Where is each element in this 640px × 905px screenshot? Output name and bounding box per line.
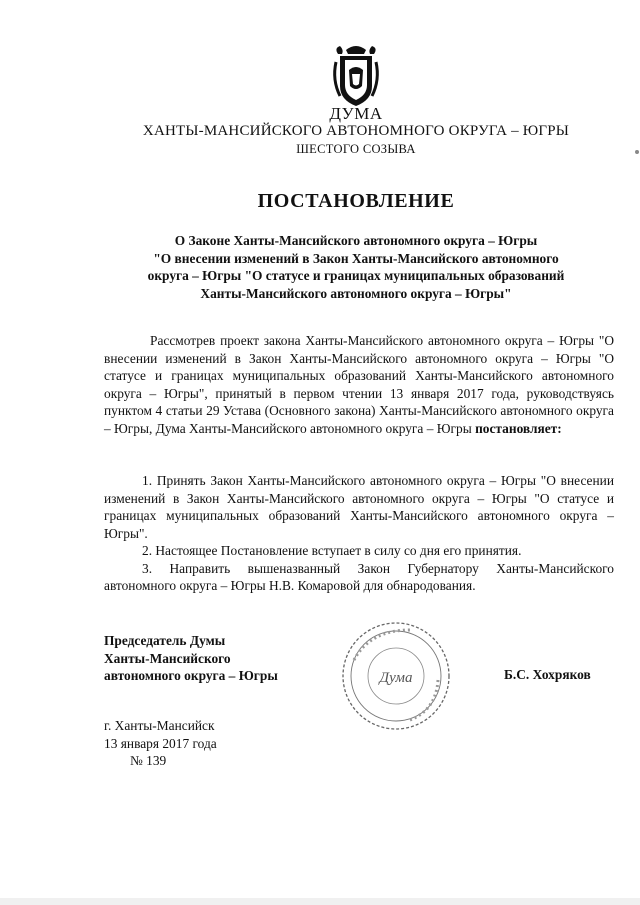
stamp-text: Дума	[379, 670, 413, 686]
subject-line: округа – Югры "О статусе и границах муниципальных образований	[147, 268, 565, 283]
subject-line: О Законе Ханты-Мансийского автономного округа – Югры	[174, 233, 538, 248]
coat-of-arms-emblem	[328, 40, 384, 110]
official-stamp-seal	[340, 620, 452, 732]
resolution-item: 1. Принять Закон Ханты-Мансийского автономного округа – Югры "О внесении изменений в Закон Ханты-Мансийского автономного округа – Югры "О статусе и границах муниципальных образований Ханты-Мансийского автономного округа – Югры".	[104, 473, 614, 541]
signatory-title-line: автономного округа – Югры	[104, 668, 278, 683]
subject-line: "О внесении изменений в Закон Ханты-Мансийского автономного	[153, 250, 559, 266]
resolution-item: 2. Настоящее Постановление вступает в силу со дня его принятия.	[142, 543, 522, 558]
place-of-adoption: г. Ханты-Мансийск	[104, 718, 215, 733]
signatory-title-line: Ханты-Мансийского	[104, 650, 231, 666]
resolution-items	[104, 472, 614, 595]
preamble-text: Рассмотрев проект закона Ханты-Мансийского автономного округа – Югры "О внесении изменений в Закон Ханты-Мансийского автономного округа – Югры "О статусе и границах муниципальных образований Ханты-Мансийского автономного округа – Югры", принятый в первом чтении 13 января 2017 года, руководствуясь пунктом 4 статьи 29 Устава (Основного закона) Ханты-Мансийского автономного округа – Югры, Дума Ханты-Мансийского автономного округа – Югры	[104, 333, 614, 436]
resolution-item: 3. Направить вышеназванный Закон Губернатору Ханты-Мансийского автономного округа – Югры Н.В. Комаровой для обнародования.	[104, 560, 614, 593]
signatory-title	[104, 632, 278, 685]
document-type-heading: ПОСТАНОВЛЕНИЕ	[257, 190, 455, 212]
duma-title: ДУМА	[329, 104, 383, 123]
document-subject	[0, 232, 640, 302]
signatory-name: Б.С. Хохряков	[504, 667, 591, 682]
scan-artifact	[635, 150, 639, 154]
subject-line: Ханты-Мансийского автономного округа – Югры"	[200, 285, 512, 301]
convocation-title: ШЕСТОГО СОЗЫВА	[296, 142, 416, 156]
scan-edge	[0, 898, 640, 905]
signatory-title-line: Председатель Думы	[104, 633, 226, 648]
resolves-word: постановляет:	[475, 420, 562, 436]
okrug-title: ХАНТЫ-МАНСИЙСКОГО АВТОНОМНОГО ОКРУГА – ЮГРЫ	[142, 123, 570, 139]
date-of-adoption: 13 января 2017 года	[104, 735, 217, 751]
document-place-date	[104, 717, 217, 770]
document-number: № 139	[130, 753, 167, 768]
preamble-paragraph	[104, 332, 614, 437]
